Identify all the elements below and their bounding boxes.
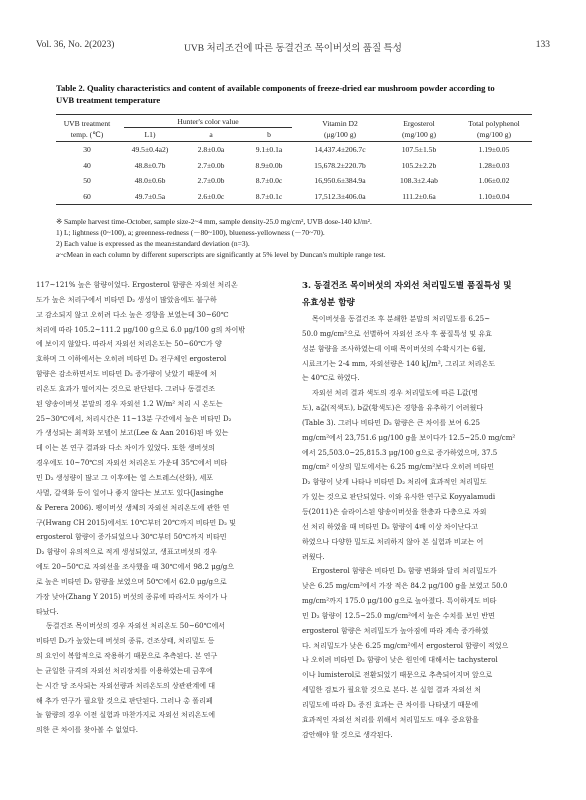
cell-b: 8.7±0.1c (240, 189, 298, 205)
body-line: 50.0 mg/cm²으로 선별하여 자외선 조사 후 품질특성 및 유효 (302, 328, 492, 338)
header-a: a (182, 128, 240, 142)
cell-L: 48.8±0.7b (134, 160, 166, 170)
body-line: 리밀도에 따라 D₂ 증진 효과는 큰 차이를 나타냈기 때문에 (302, 699, 479, 709)
body-line: 데 이는 본 연구 결과와 다소 차이가 있었다. 또한 생버섯의 (36, 443, 215, 453)
table-note: 2) Each value is expressed as the mean±standard deviation (n=3). (56, 239, 250, 248)
body-line: 해 추가 연구가 필요할 것으로 판단된다. 그러나 총 폴리페 (36, 695, 213, 705)
header-polyphenol: Total polyphenol (456, 115, 532, 129)
table-row (56, 189, 532, 205)
body-line: 는 균일한 규격의 자외선 처리장치를 이용하였는데 금후에 (36, 665, 213, 675)
body-line: ergosterol 함량이 증가되었으나 30℃부터 50℃까지 비타민 (36, 532, 227, 542)
body-line: 에서 25,503.0~25,815.3 μg/100 g으로 증가하였으며, 37.5 (302, 447, 498, 457)
table-row (56, 142, 532, 158)
cell-temp: 50 (83, 176, 91, 186)
cell-b: 8.9±0.0b (255, 160, 283, 170)
body-line: mg/cm²까지 175.0 μg/100 g으로 높아졌다. 특이하게도 비타 (302, 596, 497, 606)
body-line: 경우에도 10~70℃의 자외선 처리온도 가운데 35℃에서 비타 (36, 458, 228, 468)
body-line: 에 보이지 않았다. 따라서 자외선 처리온도는 50~60℃가 양 (36, 339, 222, 349)
body-line: 이나 lumisterol로 전환되었기 때문으로 추측되어지며 앞으로 (302, 670, 493, 680)
body-line: 사멸, 갈색화 등이 일어나 좋지 않다는 보고도 있다(Jasinghe (36, 487, 224, 497)
body-line: 타났다. (36, 606, 59, 616)
table-note: a~cMean in each column by different superscripts are significantly at 5% level by Duncan's multiple range test. (56, 250, 386, 259)
body-line: 동결건조 목이버섯의 경우 자외선 처리온도 50~60℃에서 (46, 621, 226, 631)
body-line: 고 감소되지 않고 오히려 다소 높은 경향을 보였는데 30~60℃ (36, 309, 229, 319)
cell-vitd: 14,437.4±206.7c (314, 145, 366, 155)
body-line: 민 D₂ 생성량이 많고 그 이후에는 열 스트레스(산화), 세포 (36, 472, 214, 482)
page-number: 133 (535, 40, 550, 50)
body-line: 의 요인이 복합적으로 작용하기 때문으로 추측된다. 본 연구 (36, 651, 218, 661)
cell-poly: 1.28±0.03 (478, 160, 510, 170)
cell-poly: 1.06±0.02 (478, 176, 510, 186)
body-line: 선 처리 하였을 때 비타민 D₂ 함량이 4배 이상 차이난다고 (302, 521, 479, 531)
cell-erg: 107.5±1.5b (401, 145, 437, 155)
body-line: 가장 낮아(Zhang Y 2015) 버섯의 종류에 따라서도 차이가 나 (36, 591, 228, 601)
body-line: 자외선 처리 결과 색도의 경우 처리밀도에 따른 L값(명 (312, 388, 479, 398)
body-line: 나 오히려 비타민 D₂ 함량이 낮은 원인에 대해서는 tachysterol (302, 655, 498, 665)
body-line: 하였으나 다양한 밀도로 처리하지 않아 본 실험과 비교는 어 (302, 536, 484, 546)
table-caption (56, 82, 536, 106)
body-line: & Perera 2006). 팽이버섯 생체의 자외선 처리온도에 관한 연 (36, 502, 230, 512)
body-line: 도가 높은 처리구에서 비타민 D₂ 생성이 많았음에도 불구하 (36, 294, 217, 304)
body-line: 시료크기는 2-4 mm, 자외선량은 140 kJ/m², 그리고 처리온도 (302, 358, 496, 368)
body-line: 25~30℃에서, 처리시간은 11~13분 구간에서 높은 비타민 D₂ (36, 413, 232, 423)
cell-vitd: 15,678.2±220.7b (314, 160, 366, 170)
cell-L: 49.7±0.5a (118, 189, 182, 205)
table-row (56, 158, 532, 174)
body-line: mg/cm² 이상의 밀도에서는 6.25 mg/cm²보다 오히려 비타민 (302, 462, 495, 472)
cell-erg: 111.2±0.6a (382, 189, 456, 205)
header-vitamin-d-unit: (μg/100 g) (298, 128, 382, 142)
body-line: 구(Hwang CH 2015)에서도 10℃부터 20℃까지 비타민 D₂ 및 (36, 517, 236, 527)
body-line: 로 높은 비타민 D₂ 함량을 보였으며 50℃에서 62.0 μg/g으로 (36, 576, 227, 586)
running-header (36, 40, 550, 54)
body-line: 리온도 효과가 떨어지는 것으로 판단된다. 그러나 동결건조 (36, 383, 216, 393)
cell-vitd: 16,950.6±384.9a (314, 176, 366, 186)
body-line: 가 있는 것으로 판단되었다. 이와 유사한 연구로 Koyyalamudi (302, 492, 496, 502)
table-row (56, 173, 532, 189)
body-line: 비타민 D₂가 높았는데 버섯의 종류, 건조상태, 처리밀도 등 (36, 636, 215, 646)
body-line: Ergosterol 함량은 비타민 D₂ 함량 변화와 달리 처리밀도가 (312, 566, 497, 576)
header-polyphenol-unit: (mg/100 g) (456, 128, 532, 142)
cell-L: 48.0±0.6b (134, 176, 166, 186)
cell-temp: 40 (83, 160, 91, 170)
body-line: ergosterol 함량은 처리밀도가 높아짐에 따라 계속 증가하였 (302, 625, 489, 635)
body-line: 감안해야 할 것으로 생각된다. (302, 729, 393, 739)
cell-poly: 1.10±0.04 (456, 189, 532, 205)
body-line: mg/cm²에서 23,751.6 μg/100 g을 보이다가 12.5~25.0 mg/cm² (302, 432, 516, 442)
body-line: 놀 함량의 경우 이전 실험과 마찬가지로 자외선 처리온도에 (36, 710, 216, 720)
body-line: 목이버섯을 동결건조 후 분쇄한 분말의 처리밀도를 6.25~ (312, 314, 490, 323)
body-line: 에도 20~50℃로 자외선을 조사했을 때 30℃에서 98.2 μg/g으 (36, 562, 235, 572)
cell-a: 2.7±0.0b (197, 176, 225, 186)
header-L: L1) (118, 128, 182, 142)
cell-a: 2.6±0.0c (182, 189, 240, 205)
body-column-right (302, 278, 552, 742)
body-line: 민 D₂ 함량이 12.5~25.0 mg/cm²에서 높은 수치를 보인 반면 (302, 610, 495, 620)
body-line: 세밀한 검토가 필요할 것으로 본다. 본 실험 결과 자외선 처 (302, 685, 481, 695)
table-note: ※ Sample harvest time-October, sample size-2~4 mm, sample density-25.0 mg/cm², UVB dose-140 kJ/m². (56, 217, 372, 226)
header-hunter: Hunter's color value (124, 117, 292, 128)
header-ergosterol-unit: (mg/100 g) (382, 128, 456, 142)
body-line: 는 시간 당 조사되는 자외선량과 처리온도의 상관관계에 대 (36, 680, 216, 690)
table-note: 1) L; lightness (0~100), a; greenness-redness (－80~100), blueness-yellowness (－70~70). (56, 228, 325, 237)
cell-a: 2.7±0.0b (197, 160, 225, 170)
body-line: 낮은 6.25 mg/cm²에서 가장 적은 84.2 μg/100 g을 보였고 50.0 (302, 581, 508, 591)
section-heading: 3. 동결건조 목이버섯의 자외선 처리밀도별 품질특성 및 (302, 281, 512, 291)
header-vitamin-d: Vitamin D2 (298, 115, 382, 129)
table-notes (56, 216, 536, 260)
body-line: 성분 함량을 조사하였는데 이때 목이버섯의 수확시기는 6월, (302, 343, 486, 353)
cell-temp: 60 (56, 189, 118, 205)
cell-erg: 108.3±2.4ab (400, 176, 438, 186)
section-heading: 유효성분 함량 (302, 298, 355, 308)
cell-vitd: 17,512.3±406.0a (298, 189, 382, 205)
body-line: 호하며 그 이하에서는 오히려 비타민 D₂ 전구체인 ergosterol (36, 354, 227, 364)
body-line: 효과적인 자외선 처리를 위해서 처리밀도도 매우 중요함을 (302, 714, 479, 724)
header-temp: temp. (℃) (56, 128, 118, 142)
body-line: D₂ 함량이 낮게 나타나 비타민 D₂ 처리에 효과적인 처리밀도 (302, 477, 487, 487)
running-title: UVB 처리조건에 따른 동결건조 목이버섯의 품질 특성 (184, 44, 402, 54)
table-caption-line: UVB treatment temperature (56, 95, 161, 105)
journal-volume: Vol. 36, No. 2(2023) (36, 40, 115, 50)
cell-b: 9.1±0.1a (255, 145, 283, 155)
body-line: 다. 처리밀도가 낮은 6.25 mg/cm²에서 ergosterol 함량이 적었으 (302, 640, 509, 650)
body-line: D₂ 함량이 유의적으로 적게 생성되었고, 생표고버섯의 경우 (36, 547, 217, 557)
body-line: (Table 3). 그러나 비타민 D₂ 함량은 큰 차이를 보여 6.25 (302, 417, 480, 427)
body-line: 함량은 감소하면서도 비타민 D₂ 증가량이 낮았기 때문에 처 (36, 369, 217, 379)
cell-b: 8.7±0.0c (255, 176, 283, 186)
body-line: 된 양송이버섯 분말의 경우 자외선 1.2 W/m² 처리 시 온도는 (36, 398, 223, 408)
cell-a: 2.8±0.0a (197, 145, 225, 155)
cell-poly: 1.19±0.05 (478, 145, 510, 155)
cell-erg: 105.2±2.2b (401, 160, 437, 170)
table-caption-line: Table 2. Quality characteristics and content of available components of freeze-dried ear mushroom powder according to (56, 83, 495, 93)
body-line: 117~121% 높은 함량이었다. Ergosterol 함량은 자외선 처리온 (36, 280, 238, 289)
body-line: 가 생성되는 최적화 모델이 보고(Lee & Aan 2016)된 바 있는 (36, 428, 229, 438)
header-b: b (240, 128, 298, 142)
body-line: 의한 큰 차이를 찾아볼 수 없었다. (36, 725, 138, 735)
body-line: 려웠다. (302, 551, 325, 561)
cell-temp: 30 (83, 145, 91, 155)
body-line: 처리에 따라 105.2~111.2 μg/100 g으로 6.0 μg/100 g의 차이밖 (36, 324, 246, 334)
body-line: 등(2011)은 슬라이스된 양송이버섯을 한층과 다층으로 자외 (302, 506, 487, 516)
header-treatment: UVB treatment (56, 115, 118, 129)
body-column-left (36, 278, 286, 738)
header-ergosterol: Ergosterol (382, 115, 456, 129)
body-line: 는 40℃로 하였다. (302, 373, 360, 383)
body-line: 도), a값(적색도), b값(황색도)은 경향을 유추하기 어려웠다 (302, 403, 484, 413)
cell-L: 49.5±0.4a2) (131, 145, 169, 155)
quality-table (56, 114, 532, 205)
